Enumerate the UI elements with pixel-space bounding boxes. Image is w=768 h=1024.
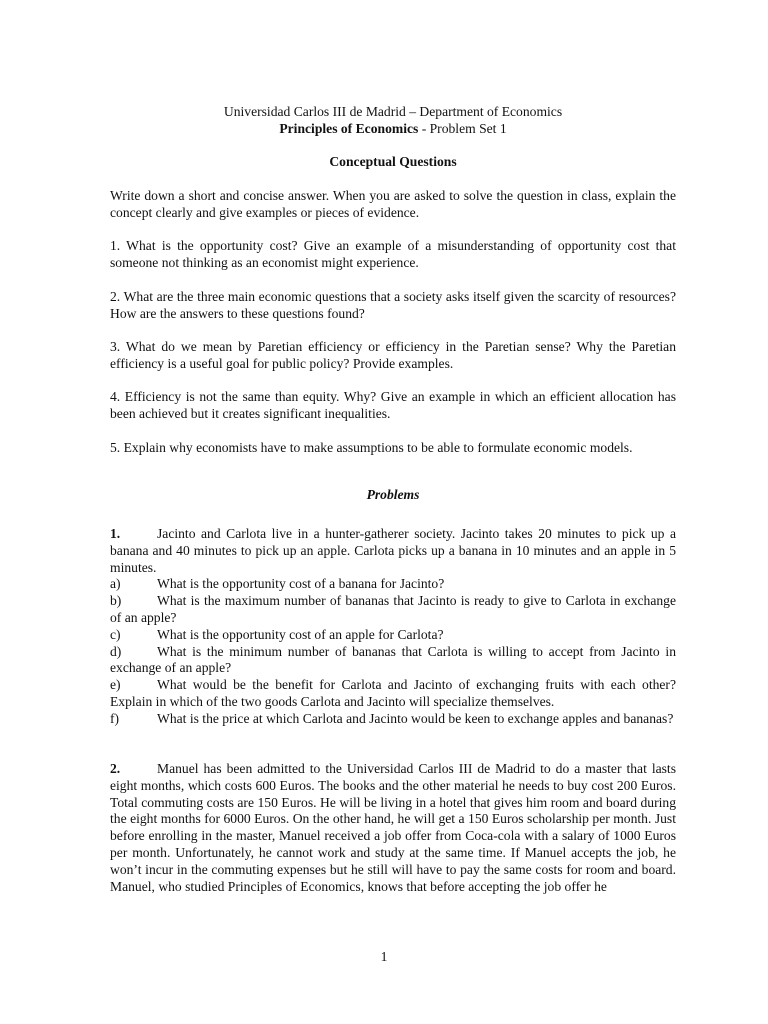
- problem-set-label: - Problem Set 1: [418, 121, 507, 136]
- problem-2: [110, 761, 676, 895]
- question-4: 4. Efficiency is not the same than equity. Why? Give an example in which an efficient allocation has been achieved but it creates significant inequalities.: [110, 389, 676, 421]
- problem-1-item-b: [110, 593, 676, 627]
- question-2: 2. What are the three main economic questions that a society asks itself given the scarcity of resources? How are the answers to these questions found?: [110, 289, 676, 321]
- question-5: 5. Explain why economists have to make assumptions to be able to formulate economic models.: [110, 440, 633, 455]
- page-number: 1: [380, 949, 388, 964]
- item-text: What is the price at which Carlota and Jacinto would be keen to exchange apples and bananas?: [157, 710, 674, 726]
- problem-1-number: 1.: [110, 526, 121, 541]
- problems-heading: Problems: [366, 487, 420, 502]
- problem-1-item-d: [110, 644, 676, 678]
- problem-1-statement: [110, 526, 676, 576]
- item-text: What is the maximum number of bananas that Jacinto is ready to give to Carlota in exchange of an apple?: [110, 593, 676, 625]
- problem-1: [110, 526, 676, 728]
- problem-1-item-a: [110, 576, 676, 593]
- course-title: [110, 121, 676, 138]
- item-text: What is the opportunity cost of a banana for Jacinto?: [157, 576, 445, 592]
- item-label: a): [110, 576, 121, 592]
- item-label: e): [110, 677, 121, 693]
- problem-1-item-e: [110, 677, 676, 711]
- university-line: Universidad Carlos III de Madrid – Department of Economics: [223, 104, 563, 119]
- item-text: What is the opportunity cost of an apple for Carlota?: [157, 626, 444, 642]
- course-name: Principles of Economics: [279, 121, 419, 136]
- item-label: b): [110, 593, 122, 609]
- item-text: What would be the benefit for Carlota and Jacinto of exchanging fruits with each other? Explain in which of the two goods Carlota and Jacinto will specialize themselves.: [110, 677, 676, 709]
- problem-2-text: Manuel has been admitted to the Universidad Carlos III de Madrid to do a master that lasts eight months, which costs 600 Euros. The books and the other material he needs to buy cost 200 Euros. Total commuting costs are 150 Euros. He will be living in a hotel that gives him room and board during the eight months for 6000 Euros. On the other hand, he will get a 150 Euros scholarship per month. Just before enrolling in the master, Manuel received a job offer from Coca-cola with a salary of 1000 Euros per month. Unfortunately, he cannot work and study at the same time. If Manuel accepts the job, he won’t incur in the commuting expenses but he still will have to pay the same costs for room and board. Manuel, who studied Principles of Economics, knows that before accepting the job offer he: [110, 761, 676, 894]
- problem-1-text: Jacinto and Carlota live in a hunter-gatherer society. Jacinto takes 20 minutes to pick up a banana and 40 minutes to pick up an apple. Carlota picks up a banana in 10 minutes and an apple in 5 minutes.: [110, 526, 676, 575]
- problem-1-item-c: [110, 627, 676, 644]
- conceptual-heading: Conceptual Questions: [329, 154, 457, 169]
- conceptual-intro: Write down a short and concise answer. When you are asked to solve the question in class, explain the concept clearly and give examples or pieces of evidence.: [110, 188, 676, 220]
- item-text: What is the minimum number of bananas that Carlota is willing to accept from Jacinto in exchange of an apple?: [110, 643, 676, 676]
- question-1: 1. What is the opportunity cost? Give an example of a misunderstanding of opportunity cost that someone not thinking as an economist might experience.: [110, 238, 676, 270]
- item-label: f): [110, 710, 120, 726]
- problem-1-item-f: [110, 711, 676, 728]
- item-label: c): [110, 626, 121, 642]
- item-label: d): [110, 643, 122, 659]
- question-3: 3. What do we mean by Paretian efficiency or efficiency in the Paretian sense? Why the Paretian efficiency is a useful goal for public policy? Provide examples.: [110, 339, 676, 371]
- problem-2-number: 2.: [110, 761, 121, 776]
